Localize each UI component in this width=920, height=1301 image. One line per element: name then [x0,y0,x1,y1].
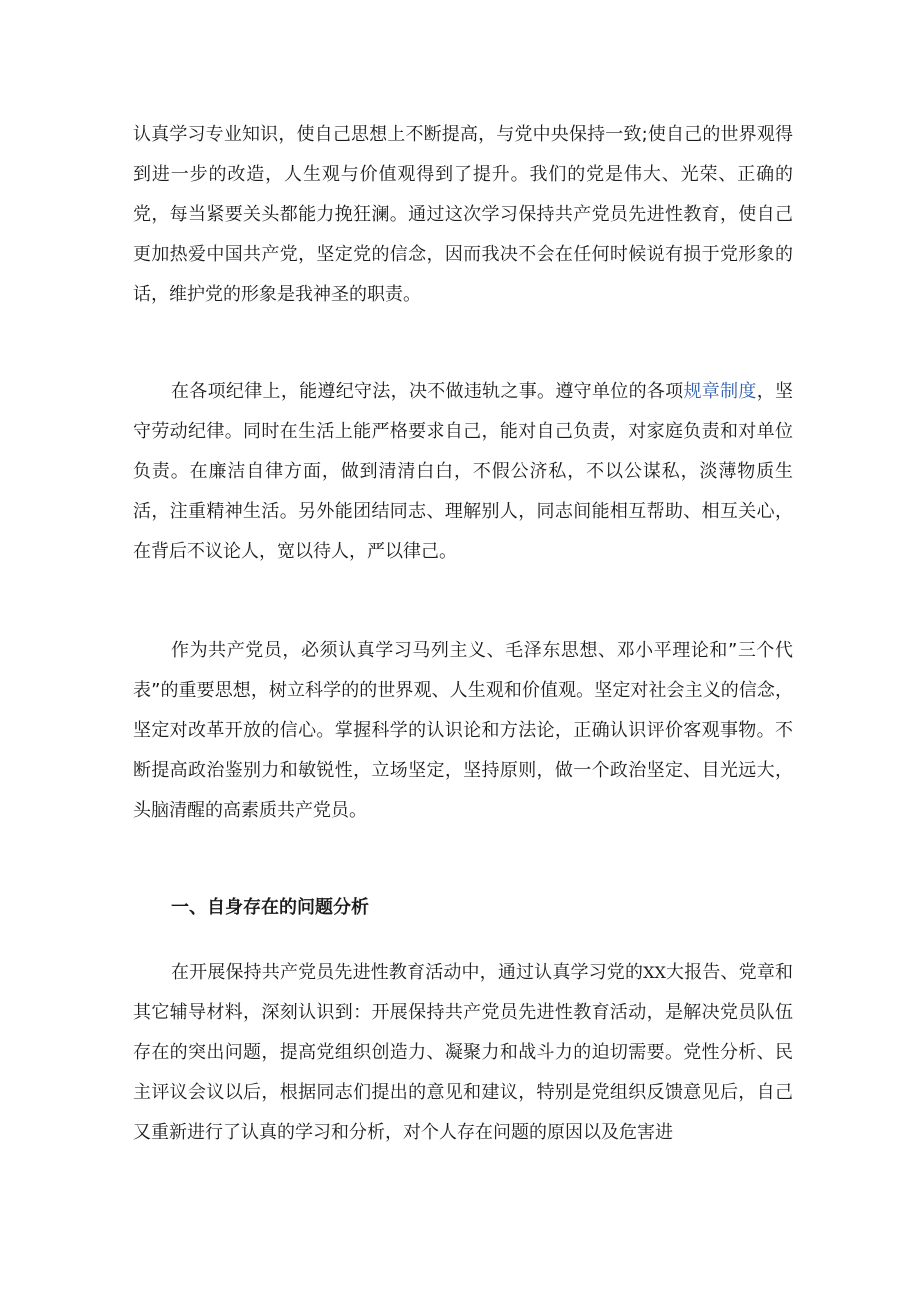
paragraph-discipline-text-2: ，坚守劳动纪律。同时在生活上能严格要求自己，能对自己负责，对家庭负责和对单位负责。在廉洁自律方面，做到清清白白，不假公济私，不以公谋私，淡薄物质生活，注重精神生活。另外能团结同志、理解别人，同志间能相互帮助、相互关心，在背后不议论人，宽以待人，严以律己。 [133,381,794,562]
paragraph-problem-text-1: 在开展保持共产党员先进性教育活动中，通过认真学习党的 [171,962,644,983]
paragraph-problem-analysis [133,953,793,1153]
paragraph-problem-text-2: 大报告、党章和其它辅导材料，深刻认识到：开展保持共产党员先进性教育活动，是解决党员队伍存在的突出问题，提高党组织创造力、凝聚力和战斗力的迫切需要。党性分析、民主评议会议以后，根据同志们提出的意见和建议，特别是党组织反馈意见后，自己又重新进行了认真的学习和分析，对个人存在问题的原因以及危害进 [133,962,793,1143]
congress-number-placeholder: XX [643,963,666,982]
paragraph-party-member: 作为共产党员，必须认真学习马列主义、毛泽东思想、邓小平理论和”三个代表”的重要思想，树立科学的的世界观、人生观和价值观。坚定对社会主义的信念，坚定对改革开放的信心。掌握科学的认识论和方法论，正确认识评价客观事物。不断提高政治鉴别力和敏锐性，立场坚定，坚持原则，做一个政治坚定、目光远大，头脑清醒的高素质共产党员。 [133,640,793,821]
regulations-link[interactable]: 规章制度 [683,381,757,402]
paragraph-continued: 认真学习专业知识，使自己思想上不断提高，与党中央保持一致;使自己的世界观得到进一步的改造，人生观与价值观得到了提升。我们的党是伟大、光荣、正确的党，每当紧要关头都能力挽狂澜。通过这次学习保持共产党员先进性教育，使自己更加热爱中国共产党，坚定党的信念，因而我决不会在任何时候说有损于党形象的话，维护党的形象是我神圣的职责。 [133,124,793,305]
paragraph-discipline-text-1: 在各项纪律上，能遵纪守法，决不做违轨之事。遵守单位的各项 [171,381,684,402]
paragraph-discipline [133,372,793,572]
section-heading: 一、自身存在的问题分析 [171,897,369,918]
